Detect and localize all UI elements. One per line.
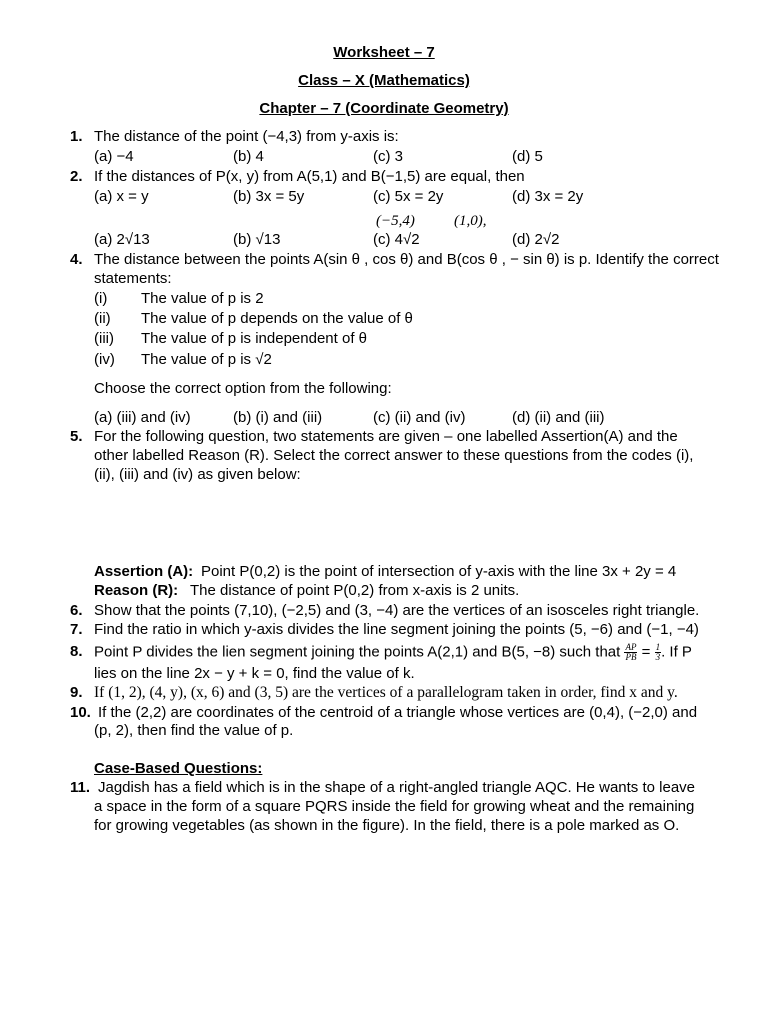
assertion-label: Assertion (A): bbox=[94, 563, 194, 580]
question-number: 5. bbox=[70, 428, 83, 445]
question-text: If the distances of P(x, y) from A(5,1) and B(−1,5) are equal, then bbox=[94, 168, 525, 185]
statement-text: The value of p depends on the value of θ bbox=[141, 310, 413, 327]
fraction-numerator: 1 bbox=[655, 642, 661, 652]
question-text: for growing vegetables (as shown in the figure). In the field, there is a pole marked as O. bbox=[94, 817, 680, 834]
question-text: other labelled Reason (R). Select the correct answer to these questions from the codes (i), bbox=[94, 447, 694, 464]
question-text bbox=[94, 643, 692, 662]
question-number: 7. bbox=[70, 621, 83, 638]
chapter-heading: Chapter – 7 (Coordinate Geometry) bbox=[259, 100, 509, 117]
statement-text: The value of p is √2 bbox=[141, 351, 272, 368]
question-number: 10. bbox=[70, 704, 91, 721]
question-number: 2. bbox=[70, 168, 83, 185]
option-a: (a) 2√13 bbox=[94, 231, 150, 248]
question-text: (p, 2), then find the value of p. bbox=[94, 722, 294, 739]
option-b: (b) 4 bbox=[233, 148, 264, 165]
reason-text: The distance of point P(0,2) from x-axis is 2 units. bbox=[190, 582, 520, 599]
question-text: (ii), (iii) and (iv) as given below: bbox=[94, 466, 301, 483]
option-d: (d) 3x = 2y bbox=[512, 188, 584, 205]
question-text: If the (2,2) are coordinates of the centroid of a triangle whose vertices are (0,4), (−2,0) and bbox=[98, 704, 698, 721]
point-fragment: (1,0), bbox=[454, 213, 487, 229]
choose-instruction: Choose the correct option from the following: bbox=[94, 380, 392, 397]
question-text: If (1, 2), (4, y), (x, 6) and (3, 5) are the vertices of a parallelogram taken in order, find x and y. bbox=[94, 684, 678, 701]
question-number: 1. bbox=[70, 128, 83, 145]
statement-roman: (ii) bbox=[94, 310, 111, 327]
question-text-part: Point P divides the lien segment joining the points A(2,1) and B(5, −8) such that bbox=[94, 643, 621, 661]
class-heading: Class – X (Mathematics) bbox=[298, 72, 470, 89]
question-number: 4. bbox=[70, 251, 83, 268]
option-c: (c) 5x = 2y bbox=[373, 188, 444, 205]
equals-sign: = bbox=[641, 643, 651, 661]
statement-text: The value of p is independent of θ bbox=[141, 330, 367, 347]
option-d: (d) 2√2 bbox=[512, 231, 560, 248]
question-text: statements: bbox=[94, 270, 172, 287]
option-d: (d) (ii) and (iii) bbox=[512, 409, 605, 426]
option-a: (a) x = y bbox=[94, 188, 149, 205]
worksheet-title: Worksheet – 7 bbox=[333, 44, 435, 61]
question-text: Show that the points (7,10), (−2,5) and (3, −4) are the vertices of an isosceles right triangle. bbox=[94, 602, 700, 619]
fraction-denominator: 3 bbox=[655, 652, 661, 662]
question-number: 6. bbox=[70, 602, 83, 619]
option-a: (a) (iii) and (iv) bbox=[94, 409, 191, 426]
reason-label: Reason (R): bbox=[94, 582, 179, 599]
question-text: Find the ratio in which y-axis divides the line segment joining the points (5, −6) and (−1, −4) bbox=[94, 621, 699, 638]
question-text: a space in the form of a square PQRS inside the field for growing wheat and the remaining bbox=[94, 798, 695, 815]
fraction-ap-pb bbox=[624, 643, 637, 662]
question-text: Jagdish has a field which is in the shape of a right-angled triangle AQC. He wants to leave bbox=[98, 779, 696, 796]
option-c: (c) (ii) and (iv) bbox=[373, 409, 466, 426]
statement-text: The value of p is 2 bbox=[141, 290, 264, 307]
question-text: The distance of the point (−4,3) from y-axis is: bbox=[94, 128, 399, 145]
question-text: lies on the line 2x − y + k = 0, find the value of k. bbox=[94, 665, 415, 682]
option-d: (d) 5 bbox=[512, 148, 543, 165]
question-text-part: . If P bbox=[661, 643, 692, 661]
option-b: (b) √13 bbox=[233, 231, 281, 248]
statement-roman: (i) bbox=[94, 290, 108, 307]
option-a: (a) −4 bbox=[94, 148, 134, 165]
fraction-numerator: AP bbox=[625, 642, 637, 652]
statement-roman: (iv) bbox=[94, 351, 115, 368]
question-number: 11. bbox=[70, 779, 91, 796]
option-c: (c) 3 bbox=[373, 148, 403, 165]
option-b: (b) 3x = 5y bbox=[233, 188, 305, 205]
section-heading: Case-Based Questions: bbox=[94, 760, 263, 777]
question-number: 8. bbox=[70, 643, 83, 660]
statement-roman: (iii) bbox=[94, 330, 114, 347]
question-number: 9. bbox=[70, 684, 83, 701]
fraction-denominator: PB bbox=[625, 652, 637, 662]
assertion-text: Point P(0,2) is the point of intersection of y-axis with the line 3x + 2y = 4 bbox=[201, 563, 677, 580]
option-b: (b) (i) and (iii) bbox=[233, 409, 323, 426]
point-fragment: (−5,4) bbox=[376, 213, 415, 229]
question-text: For the following question, two statements are given – one labelled Assertion(A) and the bbox=[94, 428, 678, 445]
question-text: The distance between the points A(sin θ , cos θ) and B(cos θ , − sin θ) is p. Identify the correct bbox=[94, 251, 719, 268]
option-c: (c) 4√2 bbox=[373, 231, 420, 248]
